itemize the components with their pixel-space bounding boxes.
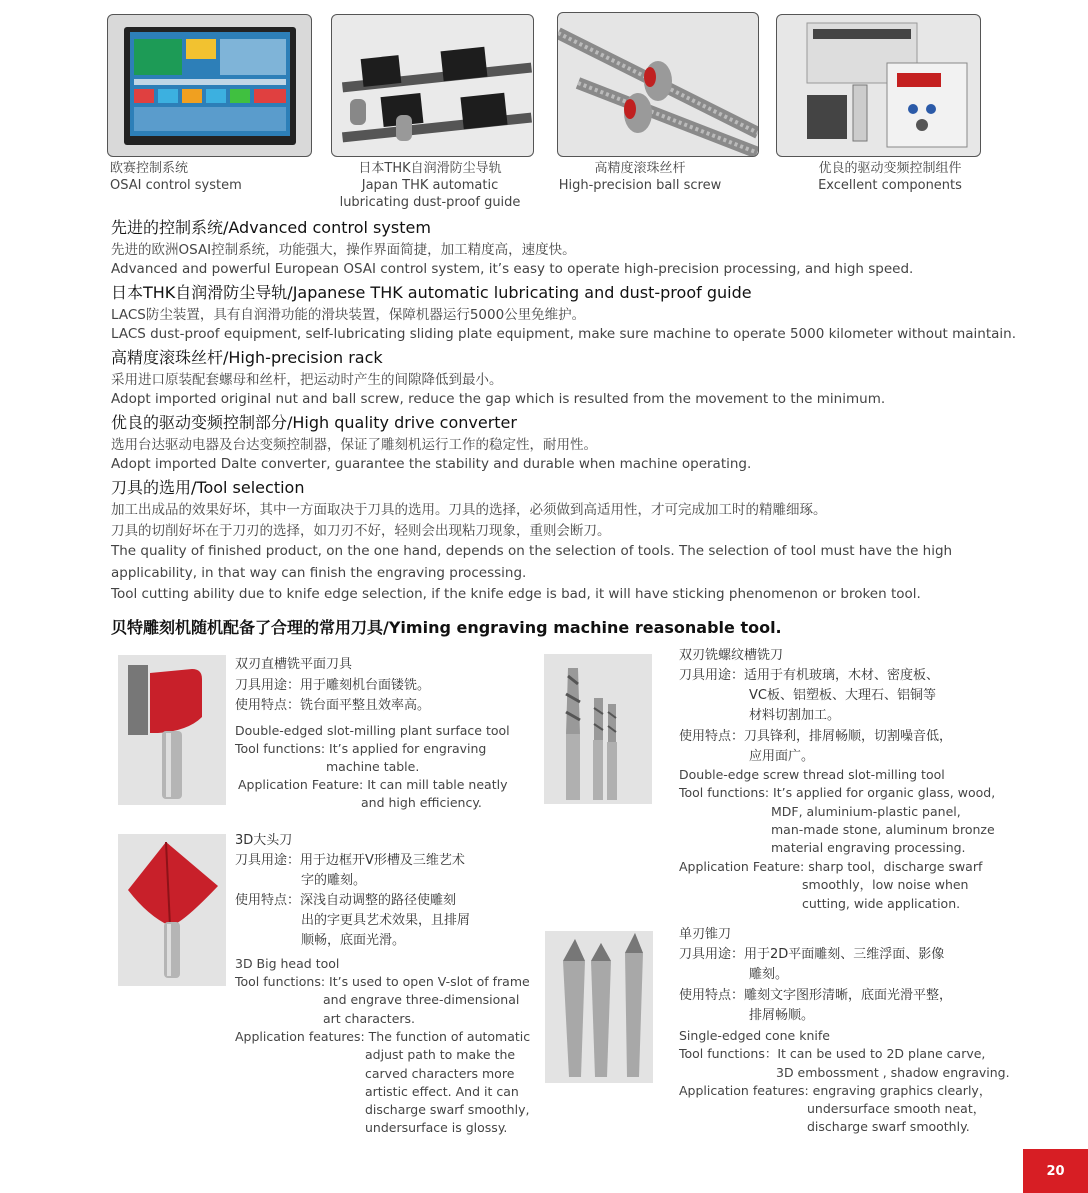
caption-cn: 优良的驱动变频控制组件 bbox=[818, 161, 962, 176]
ball-screw-icon bbox=[558, 13, 758, 156]
section-text: applicability, in that way can finish the engraving processing. bbox=[111, 565, 527, 581]
screw-slot-cutter-icon bbox=[544, 654, 652, 804]
tool-name-en: Double-edge screw thread slot-milling tool bbox=[679, 767, 945, 782]
section-text: LACS防尘装置，具有自润滑功能的滑块装置，保障机器运行5000公里免维护。 bbox=[111, 307, 586, 323]
tool-function-en: machine table. bbox=[326, 759, 420, 774]
tool-image-screw-slot bbox=[544, 654, 652, 804]
section-text: Adopt imported original nut and ball screw, reduce the gap which is resulted from the movement to the minimum. bbox=[111, 391, 886, 407]
photo-caption-1 bbox=[110, 160, 330, 194]
caption-en: Excellent components bbox=[818, 178, 962, 193]
section-text: Tool cutting ability due to knife edge selection, if the knife edge is bad, it will have sticking phenomenon or broken tool. bbox=[111, 586, 921, 602]
section-text: 先进的欧洲OSAI控制系统，功能强大，操作界面简捷，加工精度高，速度快。 bbox=[111, 242, 576, 258]
tool-function-en: Tool functions: It’s applied for engraving bbox=[235, 741, 487, 756]
section-text: 加工出成品的效果好坏，其中一方面取决于刀具的选用。刀具的选择，必须做到高适用性，才可完成加工时的精雕细琢。 bbox=[111, 502, 827, 518]
section-title: 高精度滚珠丝杆/High-precision rack bbox=[111, 348, 383, 367]
tool-feature-cn: 使用特点：刀具锋利，排屑畅顺，切割噪音低， bbox=[679, 729, 953, 744]
tool-function-en: material engraving processing. bbox=[771, 840, 966, 855]
tool-feature-cn: 出的字更具艺术效果，且排屑 bbox=[301, 913, 471, 928]
tool-image-straight-slot bbox=[118, 655, 226, 805]
tool-function-cn: VC板、铝塑板、大理石、铝铜等 bbox=[749, 688, 936, 703]
tool-image-cone-knife bbox=[545, 931, 653, 1083]
linear-guide-icon bbox=[332, 15, 533, 156]
tool-feature-en: carved characters more bbox=[365, 1066, 515, 1081]
tool-function-cn: 刀具用途：适用于有机玻璃，木材、密度板、 bbox=[679, 668, 940, 683]
caption-en: lubricating dust-proof guide bbox=[339, 195, 521, 210]
photo-caption-2 bbox=[310, 160, 550, 211]
tool-function-en: art characters. bbox=[323, 1011, 416, 1026]
tool-name: 双刃直槽铣平面刀具 bbox=[235, 657, 353, 672]
section-text: Adopt imported Dalte converter, guarantee the stability and durable when machine operating. bbox=[111, 456, 752, 472]
photo-drive-components bbox=[776, 14, 981, 157]
tool-function-cn: 刀具用途：用于边框开V形槽及三维艺术 bbox=[235, 853, 465, 868]
cone-knife-icon bbox=[545, 931, 653, 1083]
tool-feature-cn: 使用特点：铣台面平整且效率高。 bbox=[235, 698, 431, 713]
tool-function-en: man-made stone, aluminum bronze bbox=[771, 822, 995, 837]
section-title: 刀具的选用/Tool selection bbox=[111, 478, 305, 497]
tool-feature-en: undersurface is glossy. bbox=[365, 1120, 508, 1135]
tool-feature-cn: 顺畅，底面光滑。 bbox=[301, 933, 406, 948]
tool-feature-cn: 应用面广。 bbox=[749, 749, 815, 764]
section-text: The quality of finished product, on the one hand, depends on the selection of tools. The selection of tool must have the high bbox=[111, 543, 953, 559]
tool-function-en: Tool functions: It’s applied for organic glass, wood, bbox=[679, 785, 996, 800]
tool-function-cn: 字的雕刻。 bbox=[301, 873, 367, 888]
section-text: Advanced and powerful European OSAI control system, it’s easy to operate high-precision processing, and high speed. bbox=[111, 261, 914, 277]
tool-feature-en: Application Feature: It can mill table neatly bbox=[238, 777, 508, 792]
section-text: 选用台达驱动电器及台达变频控制器，保证了雕刻机运行工作的稳定性，耐用性。 bbox=[111, 437, 597, 453]
tool-feature-cn: 使用特点：深浅自动调整的路径使雕刻 bbox=[235, 893, 457, 908]
tool-function-en: 3D embossment , shadow engraving. bbox=[776, 1065, 1010, 1080]
tool-name: 双刃铣螺纹槽铣刀 bbox=[679, 648, 784, 663]
photo-caption-4 bbox=[780, 160, 1000, 194]
tool-feature-en: discharge swarf smoothly, bbox=[365, 1102, 530, 1117]
tool-function-cn: 雕刻。 bbox=[749, 967, 789, 982]
caption-cn: 高精度滚珠丝杆 bbox=[594, 161, 686, 176]
3d-big-head-cutter-icon bbox=[118, 834, 226, 986]
caption-en: High-precision ball screw bbox=[558, 178, 722, 193]
photo-control-system bbox=[107, 14, 312, 157]
tool-name: 3D大头刀 bbox=[235, 833, 293, 848]
straight-slot-cutter-icon bbox=[118, 655, 226, 805]
caption-cn: 欧赛控制系统 bbox=[110, 161, 189, 176]
monitor-icon bbox=[108, 15, 311, 156]
photo-linear-guide bbox=[331, 14, 534, 157]
tool-function-en: MDF, aluminium-plastic panel, bbox=[771, 804, 961, 819]
tool-feature-en: undersurface smooth neat， bbox=[807, 1101, 986, 1116]
section-title: 优良的驱动变频控制部分/High quality drive converter bbox=[111, 413, 517, 432]
tool-function-en: Tool functions: It’s used to open V-slot of frame bbox=[235, 974, 530, 989]
section-text: LACS dust-proof equipment, self-lubricating sliding plate equipment, make sure machine to operate 5000 kilometer without maintain. bbox=[111, 326, 1017, 342]
tool-feature-en: smoothly，low noise when bbox=[802, 877, 969, 892]
caption-en: OSAI control system bbox=[110, 178, 242, 193]
tool-feature-en: Application features: engraving graphics clearly， bbox=[679, 1083, 992, 1098]
photo-ball-screw bbox=[557, 12, 759, 157]
tool-name: 单刃锥刀 bbox=[679, 927, 732, 942]
section-title: 先进的控制系统/Advanced control system bbox=[111, 218, 431, 237]
tool-function-cn: 材料切割加工。 bbox=[749, 708, 841, 723]
tool-feature-en: Application Feature: sharp tool，discharge swarf bbox=[679, 859, 983, 874]
photo-caption-3 bbox=[540, 160, 740, 194]
drive-components-icon bbox=[777, 15, 980, 156]
tool-feature-en: cutting, wide application. bbox=[802, 896, 961, 911]
tool-function-cn: 刀具用途：用于雕刻机台面镂铣。 bbox=[235, 678, 431, 693]
tool-feature-cn: 使用特点：雕刻文字图形清晰，底面光滑平整， bbox=[679, 988, 953, 1003]
tool-feature-en: and high efficiency. bbox=[361, 795, 482, 810]
tool-function-cn: 刀具用途：用于2D平面雕刻、三维浮面、影像 bbox=[679, 947, 945, 962]
caption-cn: 日本THK自润滑防尘导轨 bbox=[358, 161, 502, 176]
tool-feature-en: artistic effect. And it can bbox=[365, 1084, 519, 1099]
tool-function-en: Tool functions：It can be used to 2D plane carve, bbox=[679, 1046, 986, 1061]
tool-feature-en: discharge swarf smoothly. bbox=[807, 1119, 970, 1134]
page-number: 20 bbox=[1023, 1149, 1088, 1193]
tool-function-en: and engrave three-dimensional bbox=[323, 992, 520, 1007]
tool-feature-cn: 排屑畅顺。 bbox=[749, 1008, 815, 1023]
tools-heading: 贝特雕刻机随机配备了合理的常用刀具/Yiming engraving machine reasonable tool. bbox=[111, 618, 782, 637]
tool-name-en: Single-edged cone knife bbox=[679, 1028, 830, 1043]
section-text: 采用进口原装配套螺母和丝杆，把运动时产生的间隙降低到最小。 bbox=[111, 372, 503, 388]
tool-feature-en: Application features: The function of automatic bbox=[235, 1029, 531, 1044]
tool-name-en: 3D Big head tool bbox=[235, 956, 340, 971]
section-title: 日本THK自润滑防尘导轨/Japanese THK automatic lubricating and dust-proof guide bbox=[111, 283, 752, 302]
tool-name-en: Double-edged slot-milling plant surface tool bbox=[235, 723, 510, 738]
tool-feature-en: adjust path to make the bbox=[365, 1047, 516, 1062]
section-text: 刀具的切削好坏在于刀刃的选择，如刀刃不好，轻则会出现粘刀现象，重则会断刀。 bbox=[111, 523, 611, 539]
tool-image-3d-big-head bbox=[118, 834, 226, 986]
caption-en: Japan THK automatic bbox=[361, 178, 499, 193]
